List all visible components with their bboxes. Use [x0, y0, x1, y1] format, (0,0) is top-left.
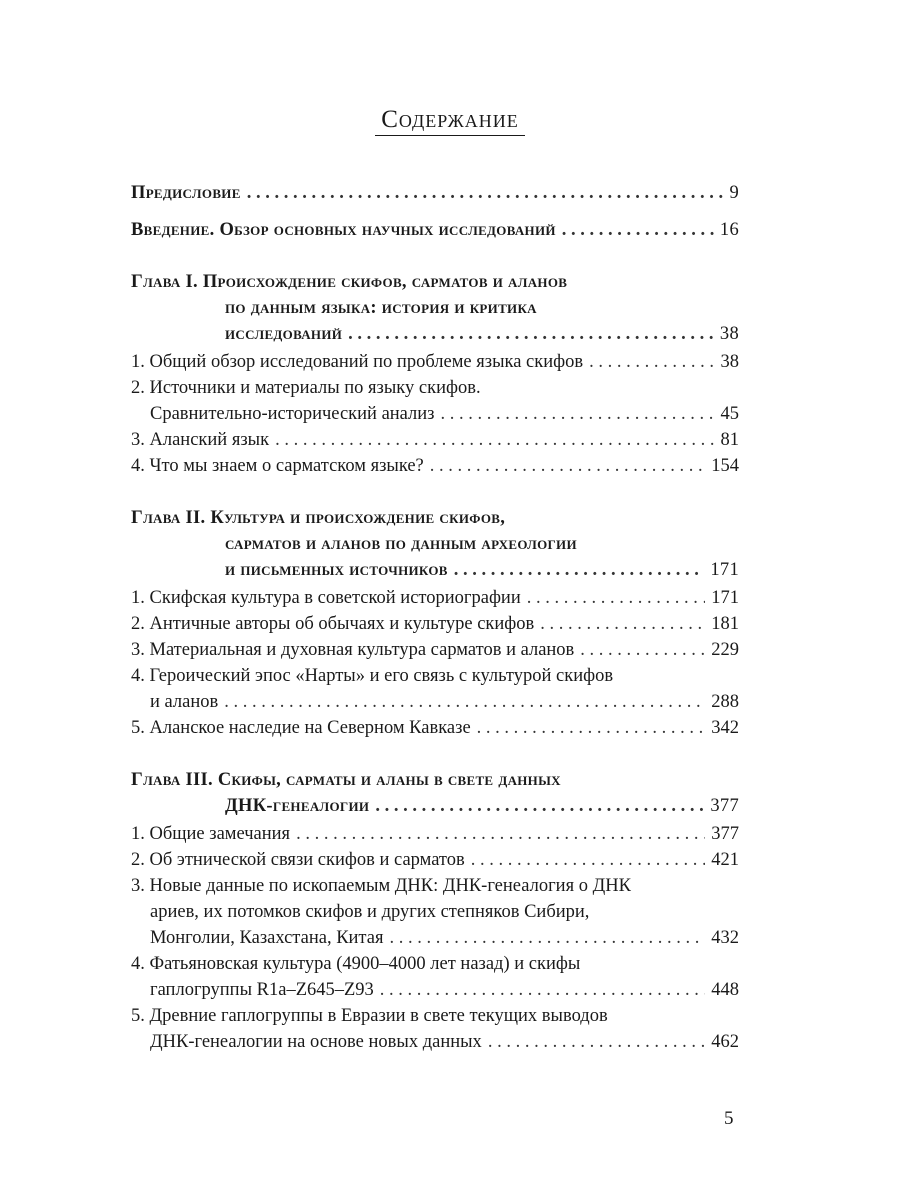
toc-entry-introduction[interactable]	[131, 217, 739, 243]
toc-entry-chapter-1[interactable]	[131, 269, 739, 347]
leader-dots	[540, 611, 705, 637]
toc-page-number: 377	[711, 824, 739, 844]
toc-page-number: 377	[710, 796, 739, 816]
leader-dots	[348, 321, 714, 347]
toc-page-number: 171	[711, 588, 739, 608]
leader-dots	[454, 557, 705, 583]
toc-entry-title-cont: ДНК-генеалогии	[225, 796, 370, 816]
leader-dots	[441, 401, 715, 427]
leader-dots	[527, 585, 706, 611]
leader-dots	[296, 821, 705, 847]
toc-entry-section-2-4[interactable]	[131, 663, 739, 715]
toc-entry-title: Глава II. Культура и происхождение скифов,	[131, 508, 506, 528]
page-title	[0, 106, 900, 134]
toc-entry-title-cont: исследований	[225, 324, 343, 344]
page-number: 5	[724, 1108, 734, 1129]
toc-page-number: 229	[711, 640, 739, 660]
toc-entry-section-1-3[interactable]	[131, 427, 739, 453]
leader-dots	[430, 453, 705, 479]
toc-page-number: 181	[711, 614, 739, 634]
toc-entry-title: Предисловие	[131, 183, 241, 203]
page-title-text: Содержание	[375, 106, 525, 136]
toc-entry-title-cont: ариев, их потомков скифов и других степняков Сибири,	[150, 902, 590, 922]
toc-page-number: 288	[711, 692, 739, 712]
toc-page-number: 154	[711, 456, 739, 476]
toc-entry-section-1-1[interactable]	[131, 349, 739, 375]
toc-page-number: 171	[710, 560, 739, 580]
toc-page-number: 421	[711, 850, 739, 870]
toc-entry-section-3-5[interactable]	[131, 1003, 739, 1055]
toc-page-number: 45	[720, 404, 739, 424]
toc-entry-section-2-1[interactable]	[131, 585, 739, 611]
leader-dots	[224, 689, 705, 715]
toc-entry-section-1-4[interactable]	[131, 453, 739, 479]
toc-entry-title-cont: и письменных источников	[225, 560, 448, 580]
leader-dots	[562, 217, 714, 243]
toc-entry-section-3-2[interactable]	[131, 847, 739, 873]
toc-entry-title-cont: сарматов и аланов по данным археологии	[225, 534, 577, 554]
toc-page-number: 342	[711, 718, 739, 738]
toc-entry-title: 3. Новые данные по ископаемым ДНК: ДНК-генеалогия о ДНК	[131, 876, 631, 896]
toc-entry-title: 2. Об этнической связи скифов и сарматов	[131, 850, 465, 870]
toc-entry-chapter-3[interactable]	[131, 767, 739, 819]
toc-entry-section-2-5[interactable]	[131, 715, 739, 741]
leader-dots	[580, 637, 705, 663]
toc-entry-title: 2. Источники и материалы по языку скифов.	[131, 378, 481, 398]
toc-entry-title: 2. Античные авторы об обычаях и культуре скифов	[131, 614, 535, 634]
leader-dots	[477, 715, 706, 741]
toc-entry-title: 5. Аланское наследие на Северном Кавказе	[131, 718, 471, 738]
toc-page-number: 81	[720, 430, 739, 450]
toc-entry-title: 1. Общий обзор исследований по проблеме языка скифов	[131, 352, 584, 372]
toc-entry-title-cont: гаплогруппы R1a–Z645–Z93	[150, 980, 374, 1000]
leader-dots	[471, 847, 705, 873]
toc-page-number: 16	[719, 220, 739, 240]
toc-entry-title: 1. Общие замечания	[131, 824, 291, 844]
toc-entry-section-3-4[interactable]	[131, 951, 739, 1003]
toc-page-number: 38	[719, 324, 739, 344]
leader-dots	[275, 427, 714, 453]
toc-entry-title: 4. Фатьяновская культура (4900–4000 лет назад) и скифы	[131, 954, 581, 974]
leader-dots	[589, 349, 714, 375]
toc-entry-section-3-3[interactable]	[131, 873, 739, 951]
toc-page-number: 432	[711, 928, 739, 948]
toc-entry-section-3-1[interactable]	[131, 821, 739, 847]
toc-entry-title: 1. Скифская культура в советской историографии	[131, 588, 521, 608]
toc-entry-title-cont: по данным языка: история и критика	[225, 298, 537, 318]
toc-entry-section-1-2[interactable]	[131, 375, 739, 427]
toc-entry-title-cont: и аланов	[150, 692, 219, 712]
table-of-contents	[131, 180, 739, 1055]
toc-entry-title: 3. Аланский язык	[131, 430, 270, 450]
toc-page-number: 9	[729, 183, 739, 203]
toc-entry-title-cont: Монголии, Казахстана, Китая	[150, 928, 384, 948]
toc-entry-title: Глава I. Происхождение скифов, сарматов и аланов	[131, 272, 568, 292]
toc-entry-preface[interactable]	[131, 180, 739, 206]
leader-dots	[247, 180, 724, 206]
toc-entry-title: Введение. Обзор основных научных исследований	[131, 220, 556, 240]
toc-entry-title: 3. Материальная и духовная культура сарматов и аланов	[131, 640, 575, 660]
toc-entry-title-cont: ДНК-генеалогии на основе новых данных	[150, 1032, 482, 1052]
leader-dots	[375, 793, 704, 819]
toc-page-number: 448	[711, 980, 739, 1000]
toc-page-number: 38	[720, 352, 739, 372]
toc-entry-title: 4. Что мы знаем о сарматском языке?	[131, 456, 424, 476]
leader-dots	[380, 977, 705, 1003]
toc-entry-title: 5. Древние гаплогруппы в Евразии в свете текущих выводов	[131, 1006, 608, 1026]
toc-entry-section-2-3[interactable]	[131, 637, 739, 663]
toc-entry-title: 4. Героический эпос «Нарты» и его связь с культурой скифов	[131, 666, 614, 686]
toc-entry-title: Глава III. Скифы, сарматы и аланы в свете данных	[131, 770, 561, 790]
toc-entry-chapter-2[interactable]	[131, 505, 739, 583]
toc-page-number: 462	[711, 1032, 739, 1052]
toc-entry-title-cont: Сравнительно-исторический анализ	[150, 404, 435, 424]
leader-dots	[389, 925, 705, 951]
toc-entry-section-2-2[interactable]	[131, 611, 739, 637]
leader-dots	[488, 1029, 705, 1055]
